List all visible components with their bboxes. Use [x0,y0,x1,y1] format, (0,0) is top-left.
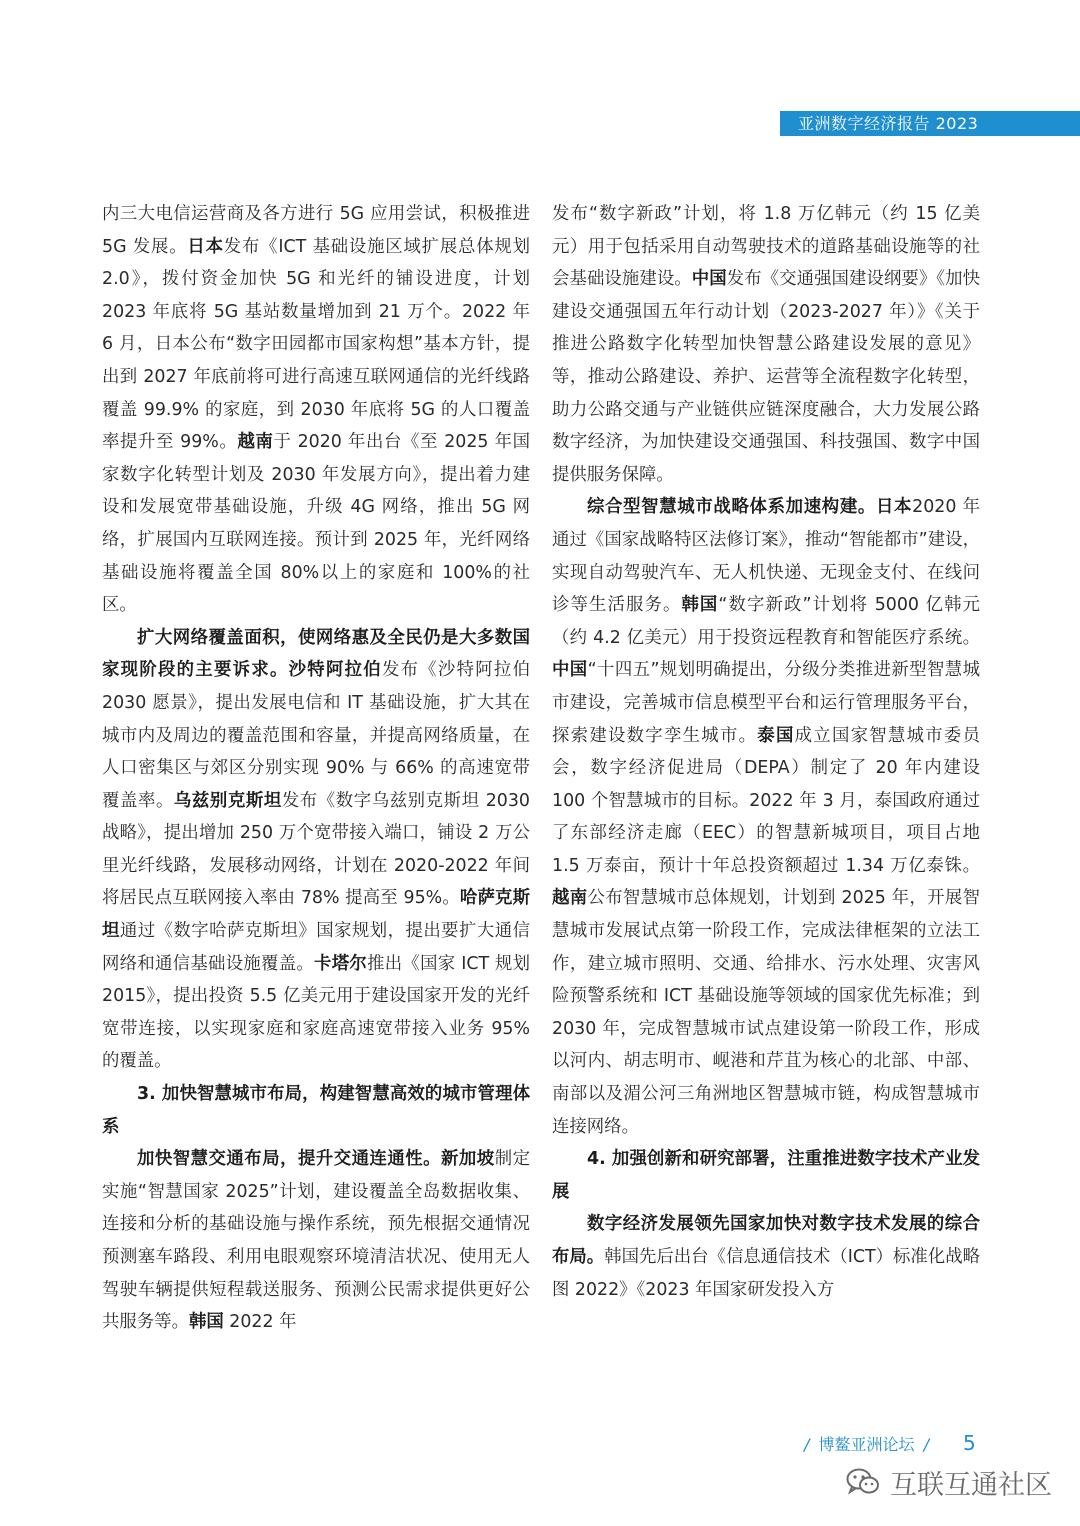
lead-sentence: 扩大网络覆盖面积，使网络惠及全民仍是大多数国家现阶段的主要诉求。 [102,627,530,681]
lead-sentence: 数字经济发展领先国家加快对数字技术发展的综合布局。 [552,1214,980,1267]
country-name: 韩国 [188,1312,224,1333]
section-heading: 3. 加快智慧城市布局，构建智慧高效的城市管理体系 [102,1084,530,1137]
country-name: 越南 [237,432,274,453]
lead-sentence: 综合型智慧城市战略体系加速构建。 [587,497,876,518]
footer-divider: / [804,1435,810,1454]
paragraph [552,491,980,1143]
lead-sentence: 加快智慧交通布局，提升交通连通性。 [137,1149,442,1170]
country-name: 中国 [552,660,588,681]
text-run: 于 2020 年出台《至 2025 年国家数字化转型计划及 2030 年发展方向》，提出着力建设和发展宽带基础设施，升级 4G 网络，推出 5G 网络，扩展国内互联网连接。预计到 2025 年，光纤网络基础设施将覆盖全国 80%以上的家庭和 100%的社区。 [102,432,530,616]
country-name: 泰国 [757,725,795,746]
country-name: 哈萨克斯坦 [102,888,530,942]
text-run: 制定实施“智慧国家 2025”计划，建设覆盖全岛数据收集、连接和分析的基础设施与操作系统，预先根据交通情况预测塞车路段、利用电眼观察环境清洁状况、使用无人驾驶车辆提供短程载送服务、预测公民需求提供更好公共服务等。 [102,1149,530,1333]
paragraph [102,1143,530,1339]
country-name: 越南 [552,888,588,909]
country-name: 韩国 [681,595,719,616]
footer-divider: / [923,1435,929,1454]
page-footer [800,1432,1000,1458]
country-name: 中国 [691,269,727,290]
left-column [102,198,530,1339]
paragraph [552,198,980,491]
text-run: 推出《国家 ICT 规划 2015》，提出投资 5.5 亿美元用于建设国家开发的光纤宽带连接，以实现家庭和家庭高速宽带接入业务 95% 的覆盖。 [102,953,530,1072]
country-name: 沙特阿拉伯 [288,660,382,681]
text-run: 公布智慧城市总体规划，计划到 2025 年，开展智慧城市发展试点第一阶段工作，完成法律框架的立法工作，建立城市照明、交通、给排水、污水处理、灾害风险预警系统和 ICT 基础设施等领域的国家优先标准；到 2030 年，完成智慧城市试点建设第一阶段工作，形成以河内、胡志明市、岘港和芹苴为核心的北部、中部、南部以及湄公河三角洲地区智慧城市链，构成智慧城市连接网络。 [552,888,980,1137]
country-name: 日本 [876,497,913,518]
country-name: 卡塔尔 [314,953,368,974]
text-run: 内三大电信运营商及各方进行 5G 应用尝试，积极推进 5G 发展。 [102,204,530,257]
report-title-band [780,111,1080,136]
country-name: 乌兹别克斯坦 [173,790,282,811]
text-run: 发布《沙特阿拉伯 2030 愿景》，提出发展电信和 IT 基础设施，扩大其在城市内及周边的覆盖范围和容量，并提高网络质量，在人口密集区与郊区分别实现 90% 与 66% 的高速宽带覆盖率。 [102,660,530,811]
text-run: “数字新政”计划将 5000 亿韩元（约 4.2 亿美元）用于投资远程教育和智能医疗系统。 [552,595,980,648]
section-heading: 4. 加强创新和研究部署，注重推进数字技术产业发展 [552,1149,980,1202]
right-column [552,198,980,1306]
paragraph [102,198,530,622]
forum-name: 博鳌亚洲论坛 [818,1435,915,1454]
paragraph [552,1208,980,1306]
text-run: 2020 年通过《国家战略特区法修订案》，推动“智能都市”建设，实现自动驾驶汽车、无人机快递、无现金支付、在线问诊等生活服务。 [552,497,980,616]
country-name: 新加坡 [441,1149,495,1170]
watermark [846,1462,1052,1502]
text-run: 韩国先后出台《信息通信技术（ICT）标准化战略图 2022》《2023 年国家研发投入方 [552,1247,980,1300]
page-number: 5 [963,1431,976,1455]
text-run: 发布“数字新政”计划，将 1.8 万亿韩元（约 15 亿美元）用于包括采用自动驾驶技术的道路基础设施等的社会基础设施建设。 [552,204,980,290]
wechat-icon [846,1468,880,1496]
report-title: 亚洲数字经济报告 2023 [798,114,979,133]
paragraph [102,622,530,1078]
text-run: 发布《数字乌兹别克斯坦 2030 战略》，提出增加 250 万个宽带接入端口，铺设 2 万公里光纤线路，发展移动网络，计划在 2020-2022 年间将居民点互联网接入率由 78% 提高至 95%。 [102,790,530,909]
watermark-text: 互联互通社区 [890,1469,1052,1501]
text-run: 发布《交通强国建设纲要》《加快建设交通强国五年行动计划（2023-2027 年）》《关于推进公路数字化转型加快智慧公路建设发展的意见》等，推动公路建设、养护、运营等全流程数字化转型，助力公路交通与产业链供应链深度融合，大力发展公路数字经济，为加快建设交通强国、科技强国、数字中国提供服务保障。 [552,269,980,485]
text-run: 成立国家智慧城市委员会，数字经济促进局（DEPA）制定了 20 年内建设 100 个智慧城市的目标。2022 年 3 月，泰国政府通过了东部经济走廊（EEC）的智慧新城项目，项目占地 1.5 万泰亩，预计十年总投资额超过 1.34 万亿泰铢。 [552,725,980,876]
text-run: 发布《ICT 基础设施区域扩展总体规划 2.0》，拨付资金加快 5G 和光纤的铺设进度，计划 2023 年底将 5G 基站数量增加到 21 万个。2022 年 6 月，日本公布“数字田园都市国家构想”基本方针，提出到 2027 年底前将可进行高速互联网通信的光纤线路覆盖 99.9% 的家庭，到 2030 年底将 5G 的人口覆盖率提升至 99%。 [102,236,530,453]
text-run: 2022 年 [223,1312,297,1333]
text-run: “十四五”规划明确提出，分级分类推进新型智慧城市建设，完善城市信息模型平台和运行管理服务平台，探索建设数字孪生城市。 [552,660,980,746]
country-name: 日本 [187,236,224,257]
text-run: 通过《数字哈萨克斯坦》国家规划，提出要扩大通信网络和通信基础设施覆盖。 [102,921,530,974]
